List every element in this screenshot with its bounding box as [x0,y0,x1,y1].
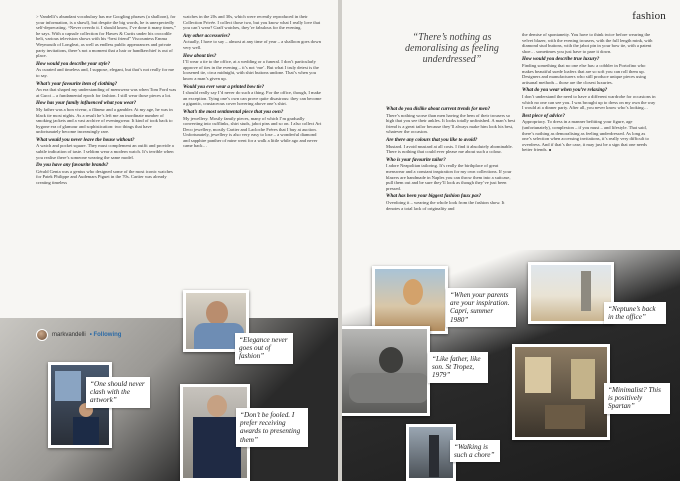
answer: watches in the 20s and 30s, which were recently reproduced in their Collection Privée. I collect those two, but you know what I really love that you can’t wear? Graff watches, they’re fabulous for the evening. [183,14,321,31]
right-page [342,0,680,481]
answer: I adore Neapolitan tailoring. It’s really the birthplace of great menswear and a constant inspiration for my own collections. If your blazers are handmade in Naples you can throw them into a suitcase, pull them out and be sure they’ll look as though they’ve just been pressed. [386,163,512,191]
question: How has your family influenced what you wear? [36,101,137,107]
answer: the demise of spontaneity. You have to think twice before wearing the velvet blazer, with the evening trousers, with the full length mink, with diamond stud buttons, with the jabot pin in your bow tie, with a patent shoe… sometimes you just have to pare it down. [522,32,653,54]
answer: Actually, I have to say – almost at any time of year – a shalloon goes down very well. [183,39,321,50]
answer: As curated and timeless and, I suppose, elegant, but that’s not really for me to say. [36,67,175,78]
question: How would you describe true luxury? [522,57,600,63]
follow-button[interactable]: • Following [89,332,122,338]
answer: Mustard. I avoid mustard at all costs. I find it absolutely abominable. There is nothing that could ever please me about such a colour. [386,143,513,155]
question: What’s the most sentimental piece that you own? [183,109,284,115]
answer: Finding something that no one else has: a cobbler in Portofino who makes beautiful suede loafers that are so soft you can roll them up. Designers and manufacturers who still produce unique pieces using artisanal methods – those are the closest luxuries. [522,62,646,85]
article-column-3 [386,104,516,214]
caption-fooled: “Don’t be fooled. I prefer receiving awards to presenting them” [236,408,308,447]
left-page [0,0,338,481]
question: How about ties? [183,53,217,59]
avatar [36,329,48,341]
question: What do you dislike about current trends for men? [386,107,491,112]
photo-father-bw [342,326,430,416]
answer: I should really say I’d never do such a thing. For the office, though, I make an exception. Tying one’s own can prove quite disastrous: they can become a gigantic, crustaceous cover hovering above one’s shirt. [183,90,322,107]
question: What do you wear when you’re relaxing? [522,88,608,94]
answer: There’s nothing worse than men having the hem of their trousers so high that you see their ankles. It looks totally unfinished. A man’s best friend is a great tailor because they’ll always make him look his best, whatever the occasion. [386,112,516,135]
question: What would you never leave the house without? [36,137,135,143]
answer: Overdoing it – wearing the whole look from the fashion show. It denotes a total lack of originality and [386,199,505,211]
section-label: fashion [632,10,666,22]
intro-paragraph: > Vandelli’s abundant vocabulary has me Googling phrases (a shalloon), for your information, is a shawl), but despite the big words, he is unexpectedly self-deprecating. “Never overdo it. I should know, I’ve done it many times,” he says. With a capsule collection for Hawes & Curtis under his crocodile belt, various television shows with his “best friend” Viscountess Emma Weymouth of Longleat, as well as endless public appearances and private party invitations, there’s not a moment that a hair or handkerchief is out of place. [36,14,177,59]
article-column-4 [522,32,656,156]
question: Do you have any favourite brands? [36,163,109,169]
profile-handle: markvandelli [52,332,86,338]
answer: My jewellery. Mostly family pieces, many of which I’m gradually converting into cufflinks, shirt studs, jabot pins and so on. I also collect Art Deco jewellery, mostly Cartier and Lacloche Frères that I buy at auction. Unfortunately, jewellery is also very easy to lose – a wonderful diamond and sapphire panther of mine went for a walk a little while ago and never came back… [183,115,322,149]
answer: A watch and pocket square. They must complement an outfit and provide a subtle indication of taste. I seldom wear a modern watch. It’s terrible when you realise there’s someone wearing the same model. [36,143,174,160]
photo-capri-woman [372,266,448,334]
caption-clash: “One should never clash with the artwork” [86,377,150,408]
photo-walking [406,424,456,481]
question: Are there any colours that you like to avoid? [386,137,478,143]
question: What has been your biggest fashion faux pas? [386,194,482,200]
answer: I don’t understand the need to have a different wardrobe for occasions in which no one can see you. I was brought up to dress on my own the way I would at a dinner party. After all, you never know who’s looking… [522,93,656,111]
answer: My father was a bon viveur, a flâneur and a gambler. At my age, he was in black tie most nights. As a result he’s left me an inordinate number of smoking jackets and a vast archive of eveningwear. It kind of took back to bygone era of glamour and sophistication: two things that have unfortunately become increasingly rare. [36,106,173,135]
photo-minimalist-room [512,344,610,440]
pull-quote: “There’s nothing as demoralising as feeling underdressed” [405,32,499,65]
question: How would you describe your style? [36,61,111,67]
photo-neptune-statue [528,262,614,324]
article-column-1 [36,14,177,189]
question: Best piece of advice? [522,113,565,119]
answer: Appropriacy. To dress in a manner befitting your figure, age (unfortunately), complexion – if you must – and lifestyle. That said, there’s nothing as demoralising as feeling underdressed. As long as one’s selection when accessing invitations, it’s really very difficult to overdress. And if that’s the case, it may just be a sign that one needs better friends. ∎ [522,119,649,153]
caption-walking: “Walking is such a chore” [450,440,500,462]
question: Would you ever wear a printed bow tie? [183,84,265,90]
answer: Gérald Genta was a genius who designed some of the most iconic watches for Patek Philippe and Audemars Piguet in the 70s. Cartier was already creating timeless [36,168,173,186]
question: Who is your favourite tailor? [386,157,446,163]
caption-neptune: “Neptune’s back in the office” [604,302,666,324]
caption-elegance: “Elegance never goes out of fashion” [235,333,293,364]
article-column-2 [183,14,323,152]
caption-father: “Like father, like son. St Tropez, 1979” [428,352,488,383]
question: Any other accessories? [183,33,231,39]
caption-minimalist: “Minimalist? This is positively Spartan” [604,383,670,414]
answer: I’ll wear a tie to the office, at a wedding or a funeral. I don’t particularly approve of ties in the evening – it’s not ‘me’. But what I truly detest is the loosened tie, circa midnight, with shirt buttons undone. That’s when you know a man’s given up. [183,59,319,81]
answer: An era that shaped my understanding of menswear was when Tom Ford was at Gucci – a fundamental epoch for fashion. I still wear those pieces a lot. [36,87,177,98]
question: What’s your favourite item of clothing? [36,81,118,87]
instagram-profile [36,329,121,341]
caption-parents: “When your parents are your inspiration. Capri, summer 1980” [446,288,516,327]
